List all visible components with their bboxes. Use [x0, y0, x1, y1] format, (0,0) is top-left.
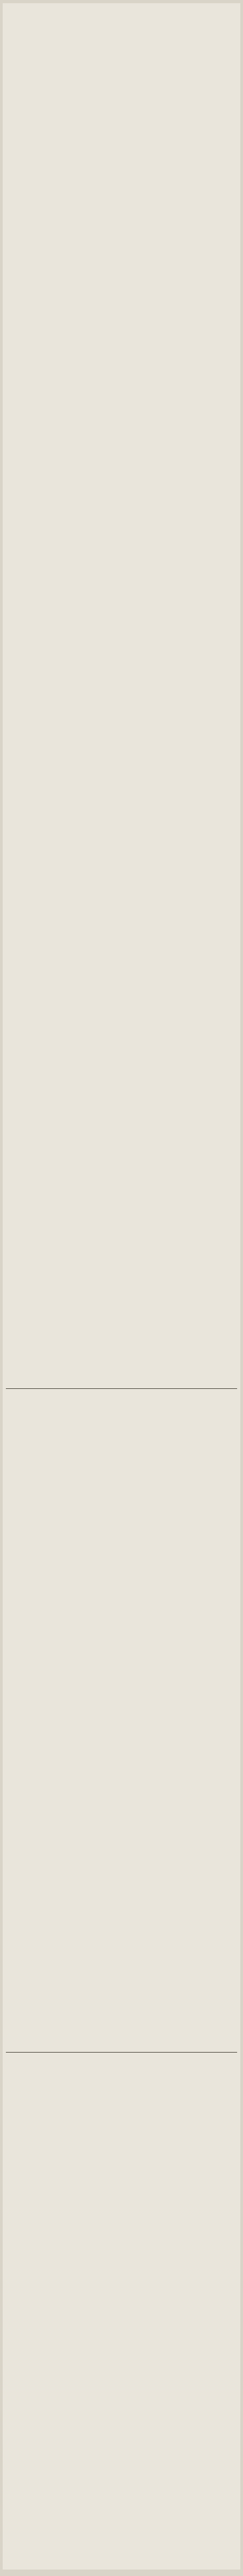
report-body — [7, 33, 236, 1382]
divider — [6, 1388, 237, 1389]
divider — [6, 2052, 237, 2053]
newspaper-page — [3, 3, 240, 2570]
